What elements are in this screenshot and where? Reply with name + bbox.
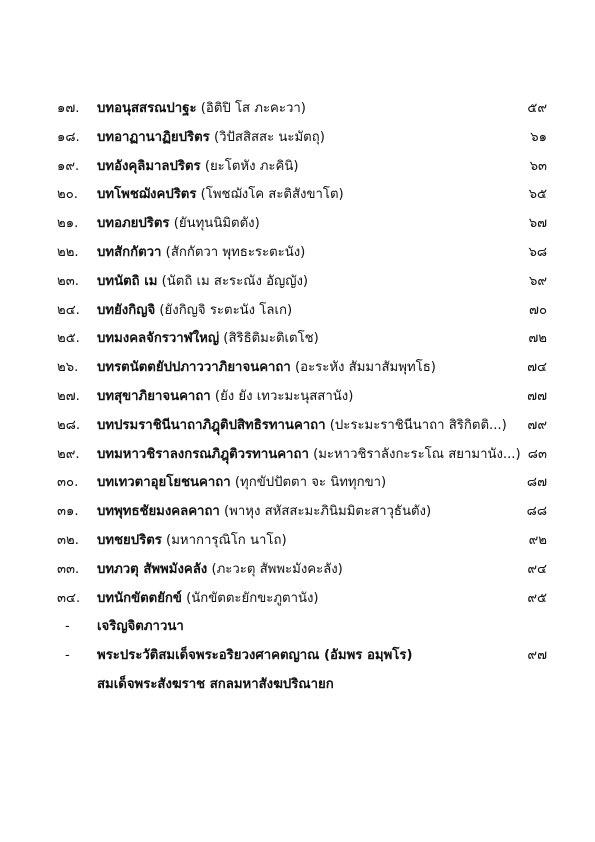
entry-subtitle: (ทุกขัปปัตตา จะ นิททุกขา) <box>234 475 387 491</box>
entry-number: ๓๒. <box>57 532 79 548</box>
toc-entry[interactable] <box>57 297 547 326</box>
toc-entry[interactable] <box>57 239 547 268</box>
entry-page-number: ๗๒ <box>528 331 547 347</box>
entry-subtitle: (โพชฌังโค สะติสังขาโต) <box>200 187 344 203</box>
entry-number: ๒๓. <box>57 273 79 289</box>
entry-title: บทอนุสสรณปาฐะ <box>97 101 197 116</box>
entry-number: ๒๐. <box>57 187 78 203</box>
entry-subtitle: (อะระหัง สัมมาสัมพุทโธ) <box>295 360 436 376</box>
toc-continuation-line <box>57 671 547 700</box>
toc-extra-entry[interactable] <box>57 642 547 671</box>
entry-title: พระประวัติสมเด็จพระอริยวงศาคตญาณ (อัมพร อมฺพโร) <box>97 648 413 664</box>
entry-title: บทภวตุ สัพพมังคลัง <box>97 561 208 577</box>
entry-page-number: ๘๓ <box>527 446 547 462</box>
entry-subtitle: (สิริธิติมะติเตโช) <box>223 331 319 347</box>
entry-number: ๓๑. <box>57 504 79 520</box>
table-of-contents <box>57 95 547 700</box>
entry-title: บทมหาวชิราลงกรณภิฎุติวรทานคาถา <box>97 446 309 462</box>
entry-number: ๑๘. <box>57 129 80 145</box>
entry-title: บทอาฏานาฏิยปริตร <box>97 129 210 145</box>
entry-subtitle: (พาหุง สหัสสะมะภินิมมิตะสาวุธันตัง) <box>224 504 432 520</box>
entry-page-number: ๘๘ <box>526 504 547 520</box>
entry-subtitle: (นักขัตตะยักขะภูตานัง) <box>186 590 319 606</box>
entry-page-number: ๘๗ <box>526 475 547 491</box>
toc-entry[interactable] <box>57 412 547 441</box>
entry-title: บทยังกิญจิ <box>97 302 156 318</box>
entry-page-number: ๖๙ <box>528 273 547 289</box>
entry-subtitle: (ยังกิญจิ ระตะนัง โลเก) <box>159 302 293 318</box>
entry-page-number: ๕๙ <box>527 101 547 116</box>
entry-number: ๒๒. <box>57 244 79 260</box>
entry-title: บทสักกัตวา <box>97 244 162 260</box>
toc-entry[interactable] <box>57 95 547 124</box>
entry-title: บทรตนัตตยัปปภาววาภิยาจนคาถา <box>97 360 291 376</box>
toc-entry[interactable] <box>57 124 547 153</box>
entry-subtitle: (มหาการุณิโก นาโถ) <box>166 532 287 548</box>
toc-entry[interactable] <box>57 181 547 210</box>
toc-entry[interactable] <box>57 383 547 412</box>
toc-entry[interactable] <box>57 354 547 383</box>
toc-extra-entry[interactable] <box>57 613 547 642</box>
entry-title: บทอังคุลิมาลปริตร <box>97 158 201 174</box>
entry-subtitle: (ปะระมะราชินีนาถา สิริกิตติ...) <box>329 417 507 433</box>
entry-title: บทมงคลจักรวาฬใหญ่ <box>97 331 220 347</box>
entry-title: บทนัตถิ เม <box>97 273 158 289</box>
entry-title-continuation: สมเด็จพระสังฆราช สกลมหาสังฆปริณายก <box>97 676 334 692</box>
entry-title: บทนักขัตตยักข์ <box>97 590 182 606</box>
entry-subtitle: (ภะวะตุ สัพพะมังคะลัง) <box>211 561 343 577</box>
entry-subtitle: (นัตถิ เม สะระณัง อัญญัง) <box>161 273 309 289</box>
entry-page-number: ๙๔ <box>527 561 547 577</box>
entry-page-number: ๗๗ <box>527 388 547 404</box>
entry-number: ๒๖. <box>57 360 79 376</box>
entry-page-number: ๖๓ <box>529 158 547 174</box>
entry-title: บทโพชฌังคปริตร <box>97 187 197 203</box>
entry-subtitle: (ยะโตหัง ภะคินิ) <box>204 158 299 174</box>
entry-number: ๒๔. <box>57 302 80 318</box>
entry-subtitle: (มะหาวชิราลังกะระโณ สยามานัง...) <box>313 446 521 462</box>
entry-subtitle: (วิปัสสิสสะ นะมัตถุ) <box>213 129 325 145</box>
entry-subtitle: (ยัง ยัง เทวะมะนุสสานัง) <box>214 388 354 404</box>
entry-number: ๑๗. <box>57 101 80 116</box>
entry-title: บทอภยปริตร <box>97 216 170 232</box>
dash-bullet: - <box>65 648 70 664</box>
entry-number: ๒๗. <box>57 388 80 404</box>
entry-subtitle: (ยันทุนนิมิตตัง) <box>173 216 260 232</box>
toc-entry[interactable] <box>57 527 547 556</box>
toc-entry[interactable] <box>57 268 547 297</box>
toc-entry[interactable] <box>57 498 547 527</box>
entry-page-number: ๖๘ <box>528 244 547 260</box>
entry-title: เจริญจิตภาวนา <box>97 619 184 635</box>
entry-number: ๒๑. <box>57 216 79 232</box>
entry-page-number: ๖๗ <box>528 216 547 232</box>
toc-entry[interactable] <box>57 210 547 239</box>
toc-entry[interactable] <box>57 153 547 182</box>
entry-subtitle: (อิติปิ โส ภะคะวา) <box>200 101 306 116</box>
entry-title: บทสุขาภิยาจนคาถา <box>97 388 211 404</box>
entry-page-number: ๙๒ <box>528 532 547 548</box>
entry-subtitle: (สักกัตวา พุทธะระตะนัง) <box>165 244 306 260</box>
entry-number: ๒๘. <box>57 417 81 433</box>
entry-number: ๒๕. <box>57 331 80 347</box>
entry-page-number: ๖๑ <box>530 129 547 145</box>
entry-title: บทชยปริตร <box>97 532 162 548</box>
entry-title: บทเทวตาอุยโยชนคาถา <box>97 475 231 491</box>
entry-page-number: ๗๔ <box>527 360 547 376</box>
toc-entry[interactable] <box>57 585 547 614</box>
dash-bullet: - <box>65 619 70 635</box>
entry-number: ๓๓. <box>57 561 80 577</box>
entry-title: บทพุทธชัยมงคลคาถา <box>97 504 220 520</box>
entry-number: ๓๐. <box>57 475 79 491</box>
entry-number: ๒๙. <box>57 446 80 462</box>
entry-page-number: ๗๐ <box>529 302 547 318</box>
entry-title: บทปรมราชินีนาถาภิฎุติปสิทธิรทานคาถา <box>97 417 326 433</box>
entry-page-number: ๙๗ <box>527 648 547 664</box>
entry-number: ๓๔. <box>57 590 81 606</box>
entry-number: ๑๙. <box>57 158 80 174</box>
entry-page-number: ๗๙ <box>527 417 547 433</box>
toc-entry[interactable] <box>57 556 547 585</box>
toc-entry[interactable] <box>57 441 547 470</box>
entry-page-number: ๖๕ <box>528 187 547 203</box>
toc-entry[interactable] <box>57 325 547 354</box>
toc-entry[interactable] <box>57 469 547 498</box>
entry-page-number: ๙๕ <box>527 590 547 606</box>
